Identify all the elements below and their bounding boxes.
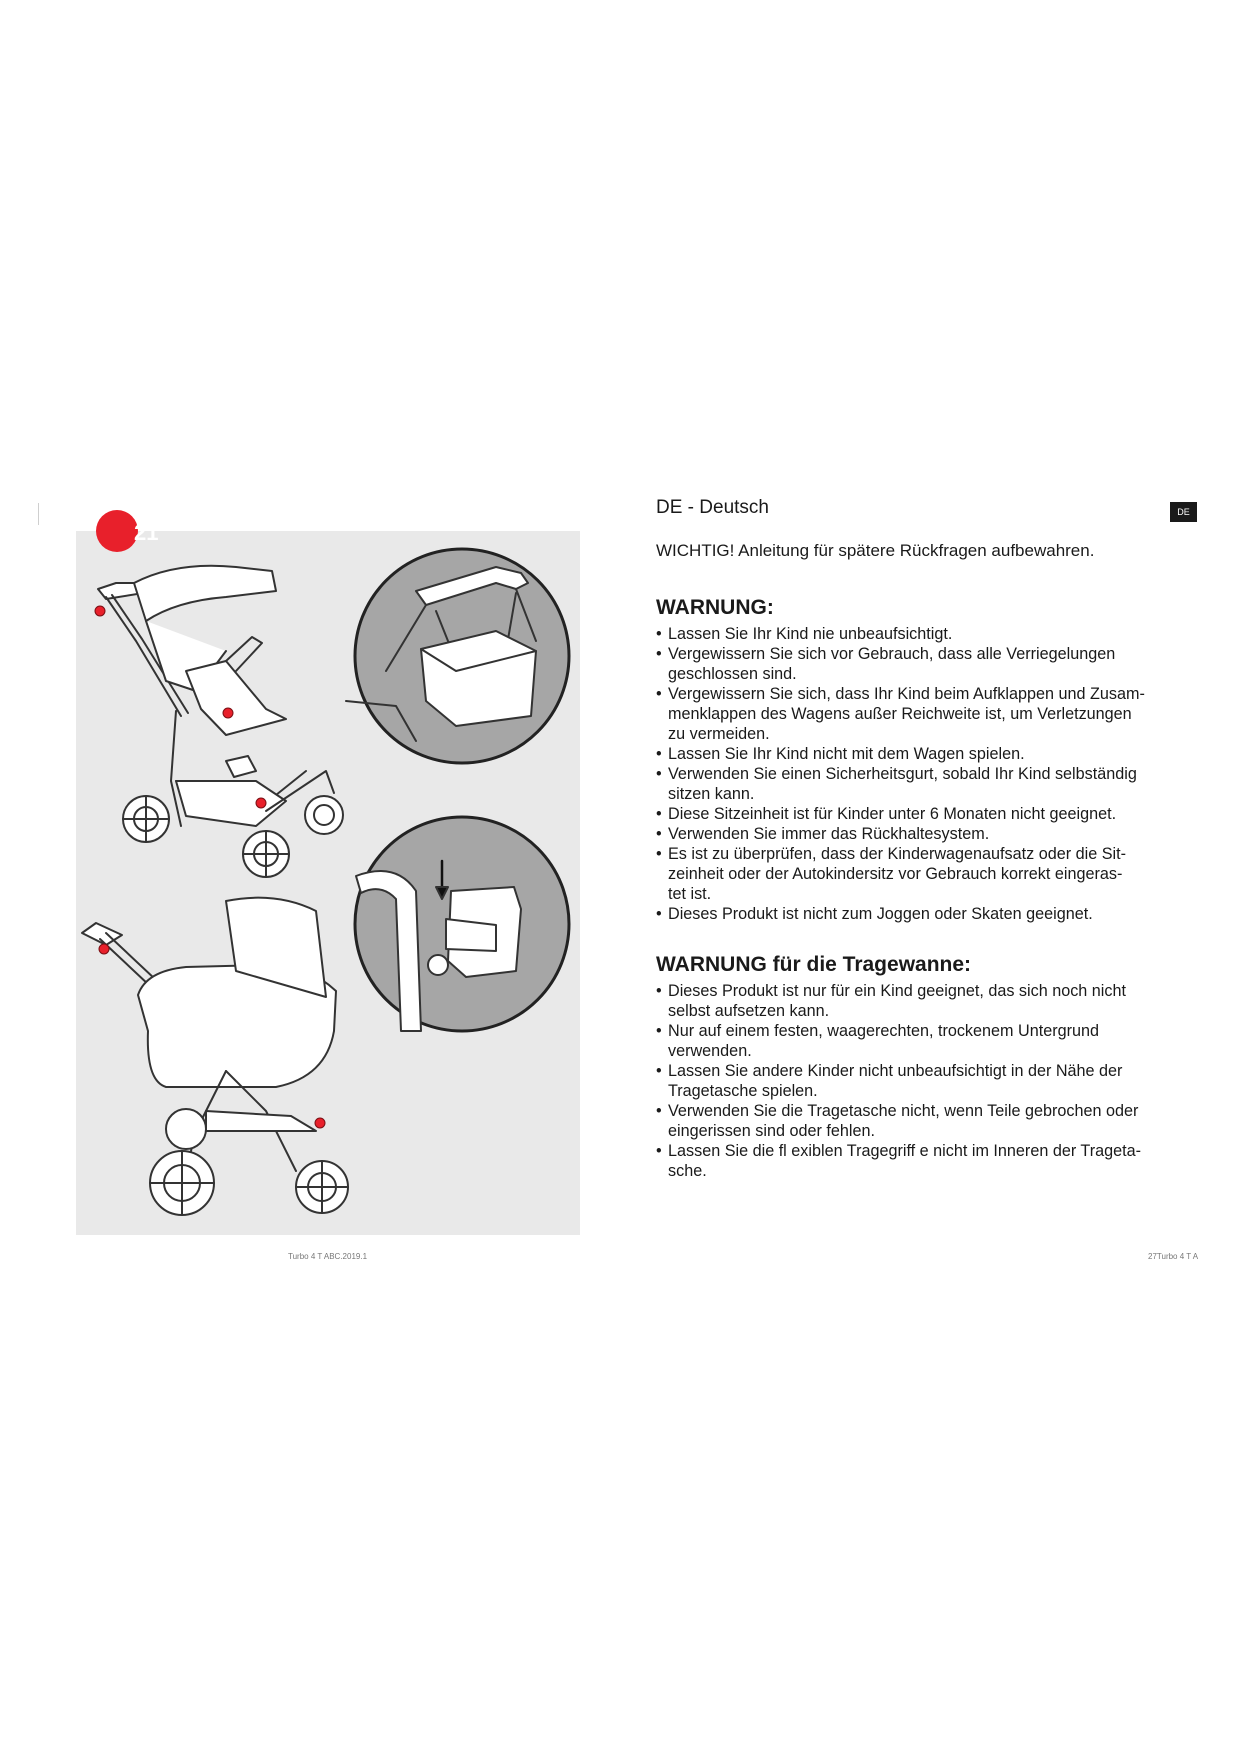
step-number: 21 [134, 520, 159, 545]
detail-bag-circle [346, 549, 569, 763]
stroller-carrycot-drawing [82, 898, 348, 1215]
warning-item: • Es ist zu überprüfen, dass der Kinderwagenaufsatz oder die Sit- zeinheit oder der Autokindersitz vor Gebrauch korrekt eingeras- tet ist. [656, 844, 1176, 904]
carrycot-warning-item: • Dieses Produkt ist nur für ein Kind geeignet, das sich noch nicht selbst aufsetzen kann. [656, 981, 1176, 1021]
language-heading: DE - Deutsch [656, 497, 769, 518]
warning-item: • Diese Sitzeinheit ist für Kinder unter 6 Monaten nicht geeignet. [656, 804, 1176, 824]
footer-left: Turbo 4 T ABC.2019.1 [288, 1252, 368, 1261]
warning-item: • Vergewissern Sie sich, dass Ihr Kind beim Aufklappen und Zusam- menklappen des Wagens außer Reichweite ist, um Verletzungen zu vermeiden. [656, 684, 1176, 744]
warning-item: • Vergewissern Sie sich vor Gebrauch, dass alle Verriegelungen geschlossen sind. [656, 644, 1176, 684]
indicator-dot-basket [256, 798, 266, 808]
carrycot-warnings-list [656, 981, 1176, 1181]
indicator-dot-brake [315, 1118, 325, 1128]
carrycot-warning-item: • Lassen Sie andere Kinder nicht unbeaufsichtigt in der Nähe der Tragetasche spielen. [656, 1061, 1176, 1101]
detail-adaptor-circle [355, 817, 569, 1031]
assembly-illustration [76, 531, 580, 1235]
warning-item: • Verwenden Sie einen Sicherheitsgurt, sobald Ihr Kind selbständig sitzen kann. [656, 764, 1176, 804]
important-note: WICHTIG! Anleitung für spätere Rückfragen aufbewahren. [656, 541, 1095, 560]
warnings-list [656, 624, 1176, 924]
indicator-dot-seat [223, 708, 233, 718]
indicator-dot-handle [95, 606, 105, 616]
carrycot-warning-item: • Verwenden Sie die Tragetasche nicht, wenn Teile gebrochen oder eingerissen sind oder fehlen. [656, 1101, 1176, 1141]
crop-mark [38, 503, 39, 525]
language-badge: DE [1170, 502, 1197, 522]
footer-right: 27Turbo 4 T A [1148, 1252, 1199, 1261]
indicator-dot-handle-lower [99, 944, 109, 954]
carrycot-warning-item: • Nur auf einem festen, waagerechten, trockenem Untergrund verwenden. [656, 1021, 1176, 1061]
warning-item: • Lassen Sie Ihr Kind nie unbeaufsichtigt. [656, 624, 1176, 644]
warning-item: • Dieses Produkt ist nicht zum Joggen oder Skaten geeignet. [656, 904, 1176, 924]
stroller-seat-unit-drawing [98, 566, 343, 877]
warnings-title: WARNUNG: [656, 596, 774, 619]
stroller-drawing [76, 531, 580, 1235]
carrycot-warning-item: • Lassen Sie die fl exiblen Tragegriff e nicht im Inneren der Trageta- sche. [656, 1141, 1176, 1181]
carrycot-warnings-title: WARNUNG für die Tragewanne: [656, 953, 972, 976]
warning-item: • Verwenden Sie immer das Rückhaltesystem. [656, 824, 1176, 844]
warning-item: • Lassen Sie Ihr Kind nicht mit dem Wagen spielen. [656, 744, 1176, 764]
step-badge [96, 510, 138, 552]
